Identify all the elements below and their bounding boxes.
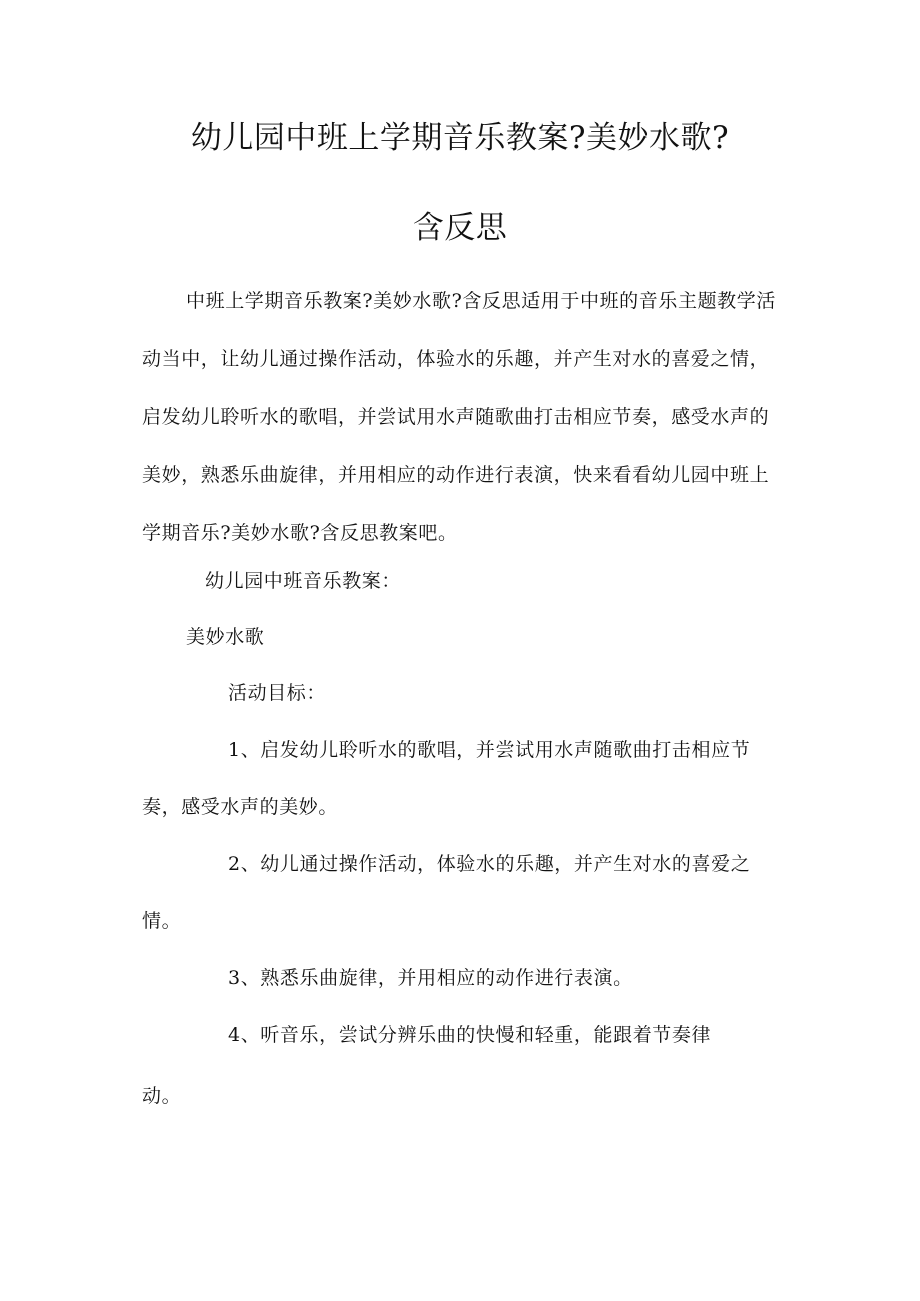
lesson-name: 美妙水歌 (186, 626, 265, 648)
goal-4-line-1: 4、听音乐，尝试分辨乐曲的快慢和轻重，能跟着节奏律 (228, 1024, 712, 1046)
section-label: 幼儿园中班音乐教案： (205, 570, 402, 592)
goal-4-line-2: 动。 (142, 1085, 182, 1107)
goal-2-line-2: 情。 (142, 910, 182, 932)
intro-paragraph: 中班上学期音乐教案?美妙水歌?含反思适用于中班的音乐主题教学活动当中，让幼儿通过操作活动，体验水的乐趣，并产生对水的喜爱之情，启发幼儿聆听水的歌唱，并尝试用水声随歌曲打击相应节奏，感受水声的美妙，熟悉乐曲旋律，并用相应的动作进行表演，快来看看幼儿园中班上学期音乐?美妙水歌?含反思教案吧。 (142, 290, 776, 544)
document-title-line-1: 幼儿园中班上学期音乐教案?美妙水歌? (190, 120, 730, 156)
goals-heading: 活动目标： (228, 682, 327, 704)
goal-3: 3、熟悉乐曲旋律，并用相应的动作进行表演。 (228, 967, 633, 989)
goal-1-line-1: 1、启发幼儿聆听水的歌唱，并尝试用水声随歌曲打击相应节 (228, 739, 751, 761)
document-title-line-2: 含反思 (412, 210, 508, 246)
goal-2-line-1: 2、幼儿通过操作活动，体验水的乐趣，并产生对水的喜爱之 (228, 853, 751, 875)
goal-1-line-2: 奏，感受水声的美妙。 (142, 796, 339, 818)
